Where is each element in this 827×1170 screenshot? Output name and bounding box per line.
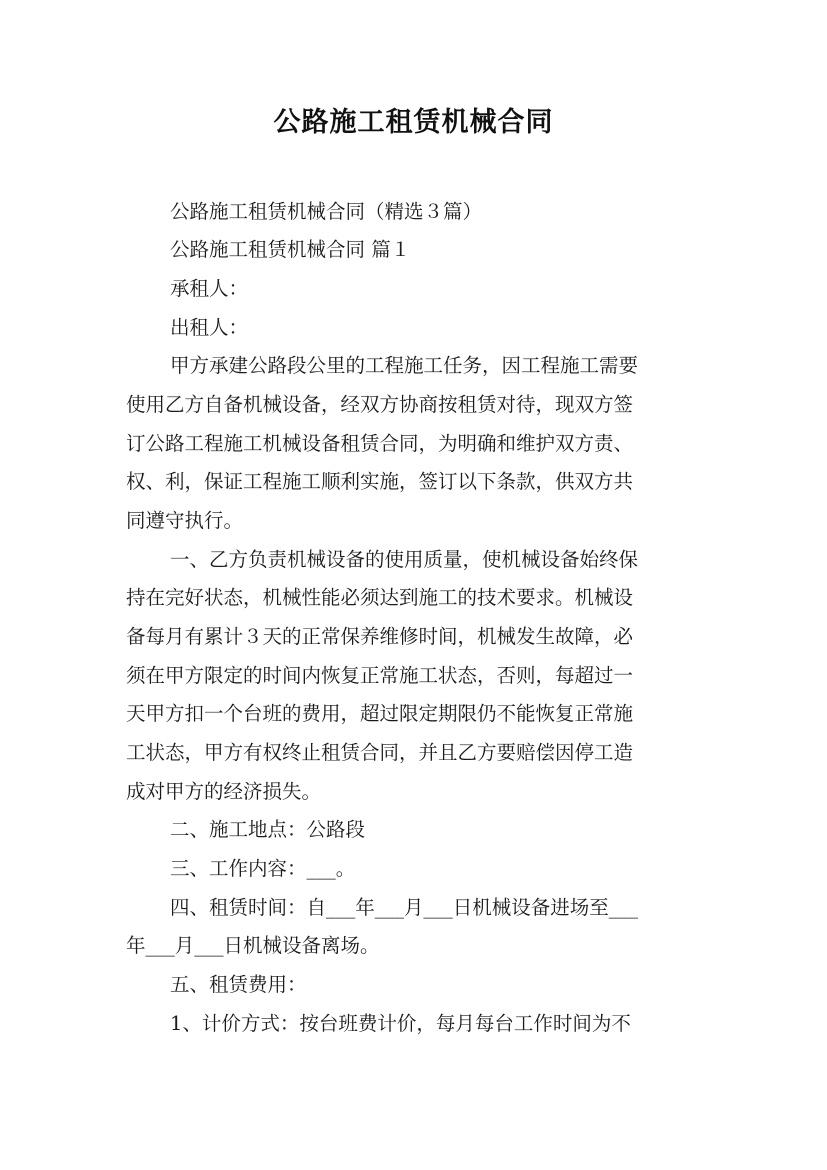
clause-line: 备每月有累计３天的正常保养维修时间，机械发生故障，必 [126,625,634,648]
clause-line: 四、租赁时间：自___年___月___日机械设备进场至___ [170,896,639,919]
clause-line: 工状态，甲方有权终止租赁合同，并且乙方要赔偿因停工造 [126,741,634,764]
lessee-line: 承租人： [170,277,249,300]
clause-line: 成对甲方的经济损失。 [126,780,322,803]
clause-line: 天甲方扣一个台班的费用，超过限定期限仍不能恢复正常施 [126,702,634,725]
clause-line: 一、乙方负责机械设备的使用质量，使机械设备始终保 [170,548,639,571]
clause-line: 二、施工地点：公路段 [170,818,366,841]
lessor-line: 出租人： [170,316,249,339]
paragraph-line: 甲方承建公路段公里的工程施工任务，因工程施工需要 [170,354,639,377]
clause-line: 1、计价方式：按台班费计价，每月每台工作时间为不 [170,1012,631,1035]
document-title: 公路施工租赁机械合同 [273,107,554,138]
subtitle-line: 公路施工租赁机械合同（精选３篇） [170,200,483,223]
clause-line: 须在甲方限定的时间内恢复正常施工状态，否则，每超过一 [126,664,634,687]
paragraph-line: 同遵守执行。 [126,509,244,532]
paragraph-line: 权、利，保证工程施工顺利实施，签订以下条款，供双方共 [126,470,634,493]
clause-line: 年___月___日机械设备离场。 [126,934,380,957]
section-heading: 公路施工租赁机械合同 篇１ [170,238,411,261]
clause-line: 持在完好状态，机械性能必须达到施工的技术要求。机械设 [126,586,634,609]
clause-line: 五、租赁费用： [170,973,307,996]
paragraph-line: 使用乙方自备机械设备，经双方协商按租赁对待，现双方签 [126,393,634,416]
paragraph-line: 订公路工程施工机械设备租赁合同，为明确和维护双方责、 [126,432,634,455]
clause-line: 三、工作内容：___。 [170,857,356,880]
